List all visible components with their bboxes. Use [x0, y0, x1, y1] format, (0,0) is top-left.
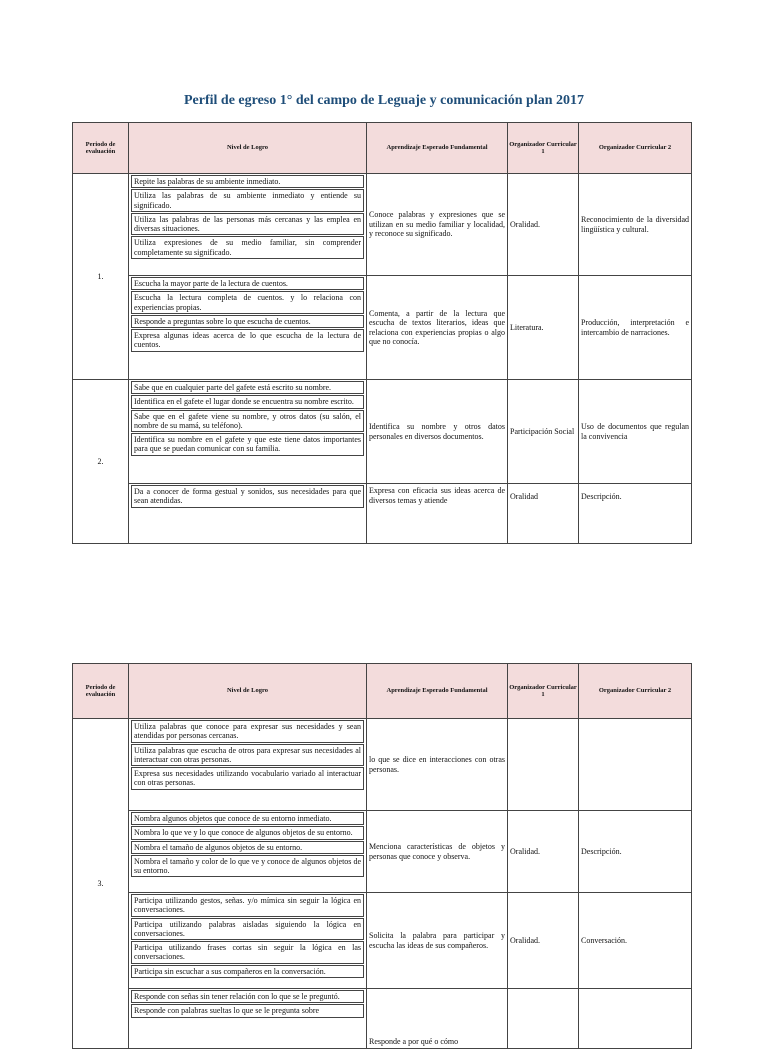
nivel-item: Responde con señas sin tener relación con lo que se le preguntó. [131, 990, 364, 1003]
org1-cell [508, 989, 579, 1049]
org1-cell: Oralidad [508, 484, 579, 544]
nivel-item: Repite las palabras de su ambiente inmediato. [131, 175, 364, 188]
nivel-cell [129, 174, 367, 276]
org2-cell: Conversación. [579, 893, 692, 989]
page-1-table-area [0, 122, 768, 517]
profile-table-page-1 [72, 122, 692, 544]
nivel-item: Nombra lo que ve y lo que conoce de algunos objetos de su entorno. [131, 826, 364, 839]
org1-cell [508, 719, 579, 811]
nivel-cell [129, 989, 367, 1049]
aprendizaje-cell: Comenta, a partir de la lectura que escucha de textos literarios, ideas que relaciona con experiencias propias o algo que no conocía. [367, 276, 508, 380]
aprendizaje-cell: Identifica su nombre y otros datos personales en diversos documentos. [367, 380, 508, 484]
nivel-item: Participa utilizando palabras aisladas siguiendo la lógica en conversaciones. [131, 918, 364, 941]
aprendizaje-cell: Responde a por qué o cómo [367, 989, 508, 1049]
table-row [73, 380, 692, 484]
nivel-cell [129, 893, 367, 989]
header-nivel: Nivel de Logro [129, 664, 367, 719]
aprendizaje-cell: Conoce palabras y expresiones que se utilizan en su medio familiar y localidad, y reconoce su significado. [367, 174, 508, 276]
org2-cell [579, 989, 692, 1049]
org1-cell: Participación Social [508, 380, 579, 484]
periodo-cell: 2. [73, 380, 129, 544]
nivel-cell [129, 719, 367, 811]
aprendizaje-cell: Solicita la palabra para participar y escucha las ideas de sus compañeros. [367, 893, 508, 989]
nivel-item: Participa utilizando frases cortas sin seguir la lógica en las conversaciones. [131, 941, 364, 964]
table-header-row [73, 664, 692, 719]
org2-cell: Uso de documentos que regulan la convivencia [579, 380, 692, 484]
aprendizaje-cell: lo que se dice en interacciones con otras personas. [367, 719, 508, 811]
nivel-item: Utiliza expresiones de su medio familiar, sin comprender completamente su significado. [131, 236, 364, 259]
periodo-cell: 3. [73, 719, 129, 1049]
header-nivel: Nivel de Logro [129, 123, 367, 174]
nivel-item: Responde con palabras sueltas lo que se le pregunta sobre [131, 1004, 364, 1017]
org1-cell: Oralidad. [508, 174, 579, 276]
header-aprendizaje: Aprendizaje Esperado Fundamental [367, 664, 508, 719]
header-periodo: Periodo de evaluación [73, 664, 129, 719]
org2-cell: Reconocimiento de la diversidad lingüística y cultural. [579, 174, 692, 276]
header-org2: Organizador Curricular 2 [579, 123, 692, 174]
nivel-item: Sabe que en cualquier parte del gafete está escrito su nombre. [131, 381, 364, 394]
nivel-cell [129, 380, 367, 484]
table-row [73, 989, 692, 1049]
nivel-cell [129, 484, 367, 544]
nivel-item: Utiliza palabras que escucha de otros para expresar sus necesidades al interactuar con otras personas. [131, 744, 364, 767]
profile-table-page-2 [72, 663, 692, 1049]
table-row [73, 811, 692, 893]
table-row [73, 276, 692, 380]
aprendizaje-cell: Expresa con eficacia sus ideas acerca de diversos temas y atiende [367, 484, 508, 544]
nivel-cell [129, 811, 367, 893]
table-row [73, 174, 692, 276]
nivel-item: Escucha la lectura completa de cuentos. y lo relaciona con experiencias propias. [131, 291, 364, 314]
org2-cell: Descripción. [579, 484, 692, 544]
nivel-item: Da a conocer de forma gestual y sonidos, sus necesidades para que sean atendidas. [131, 485, 364, 508]
nivel-item: Utiliza las palabras de su ambiente inmediato y entiende su significado. [131, 189, 364, 212]
org2-cell: Producción, interpretación e intercambio de narraciones. [579, 276, 692, 380]
nivel-item: Responde a preguntas sobre lo que escucha de cuentos. [131, 315, 364, 328]
header-aprendizaje: Aprendizaje Esperado Fundamental [367, 123, 508, 174]
nivel-item: Nombra algunos objetos que conoce de su entorno inmediato. [131, 812, 364, 825]
page-2-table-area [0, 663, 768, 1046]
org2-cell [579, 719, 692, 811]
nivel-cell [129, 276, 367, 380]
nivel-item: Escucha la mayor parte de la lectura de cuentos. [131, 277, 364, 290]
header-periodo: Periodo de evaluación [73, 123, 129, 174]
header-org1: Organizador Curricular 1 [508, 123, 579, 174]
nivel-item: Participa sin escuchar a sus compañeros en la conversación. [131, 965, 364, 978]
nivel-item: Nombra el tamaño y color de lo que ve y conoce de algunos objetos de su entorno. [131, 855, 364, 878]
org2-cell: Descripción. [579, 811, 692, 893]
nivel-item: Expresa algunas ideas acerca de lo que escucha de la lectura de cuentos. [131, 329, 364, 352]
periodo-cell: 1. [73, 174, 129, 380]
org1-cell: Literatura. [508, 276, 579, 380]
nivel-item: Nombra el tamaño de algunos objetos de su entorno. [131, 841, 364, 854]
table-header-row [73, 123, 692, 174]
nivel-item: Expresa sus necesidades utilizando vocabulario variado al interactuar con otras personas. [131, 767, 364, 790]
nivel-item: Utiliza las palabras de las personas más cercanas y las emplea en diversas situaciones. [131, 213, 364, 236]
nivel-item: Sabe que en el gafete viene su nombre, y otros datos (su salón, el nombre de su mamá, su teléfono). [131, 410, 364, 433]
header-org2: Organizador Curricular 2 [579, 664, 692, 719]
header-org1: Organizador Curricular 1 [508, 664, 579, 719]
document-title: Perfil de egreso 1° del campo de Leguaje y comunicación plan 2017 [183, 93, 585, 108]
org1-cell: Oralidad. [508, 893, 579, 989]
nivel-item: Identifica su nombre en el gafete y que este tiene datos importantes para que se puedan comunicar con su familia. [131, 433, 364, 456]
nivel-item: Participa utilizando gestos, señas. y/o mímica sin seguir la lógica en conversaciones. [131, 894, 364, 917]
aprendizaje-cell: Menciona características de objetos y personas que conoce y observa. [367, 811, 508, 893]
nivel-item: Identifica en el gafete el lugar donde se encuentra su nombre escrito. [131, 395, 364, 408]
org1-cell: Oralidad. [508, 811, 579, 893]
table-row [73, 719, 692, 811]
table-row [73, 484, 692, 544]
nivel-item: Utiliza palabras que conoce para expresar sus necesidades y sean atendidas por personas cercanas. [131, 720, 364, 743]
table-row [73, 893, 692, 989]
